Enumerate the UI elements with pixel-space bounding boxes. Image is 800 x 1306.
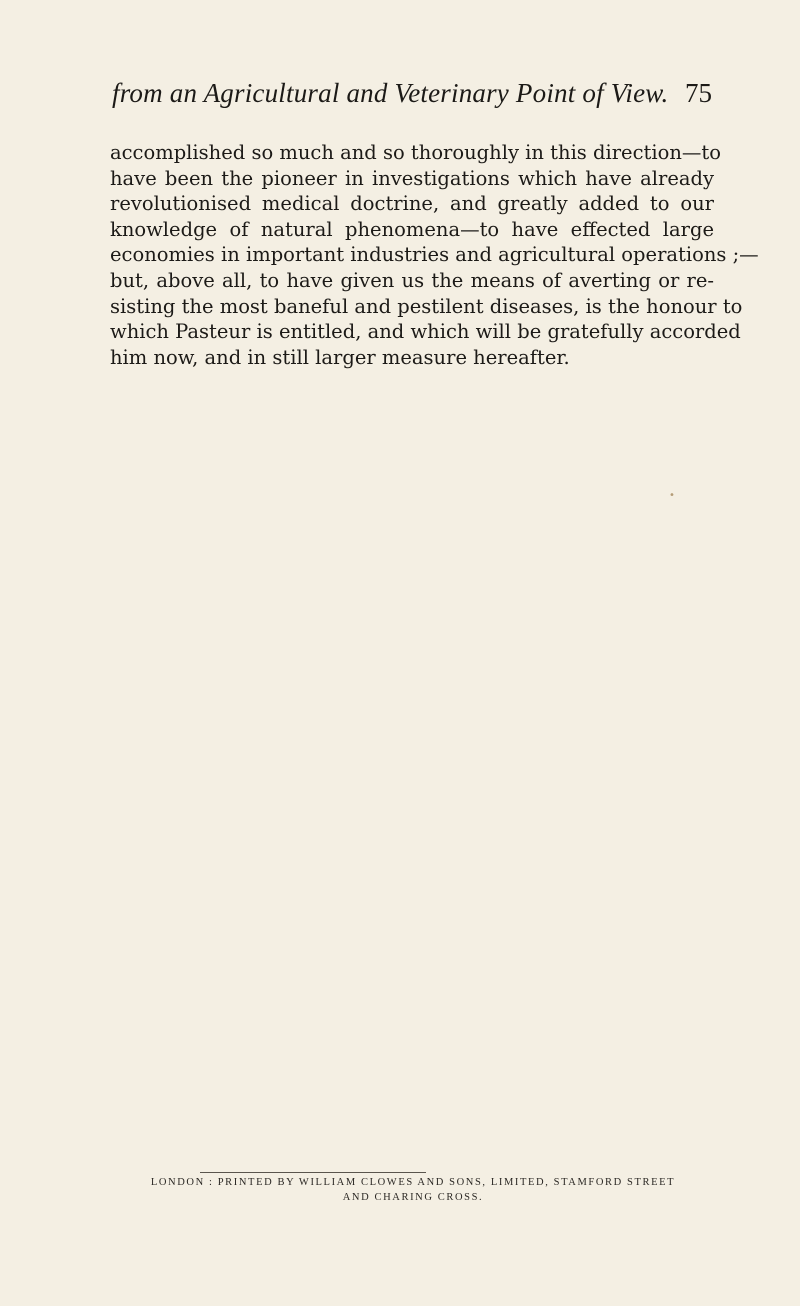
paper-speck: • [669, 490, 675, 501]
text-line: have been the pioneer in investigations which have already [110, 166, 714, 190]
printer-imprint [108, 1175, 718, 1205]
text-line: economies in important industries and agricultural operations ;— [110, 243, 759, 267]
running-head [112, 78, 712, 118]
text-line: but, above all, to have given us the means of averting or re- [110, 268, 714, 292]
page-number: 75 [685, 78, 712, 108]
text-line: which Pasteur is entitled, and which will be gratefully accorded [110, 320, 741, 344]
text-line: sisting the most baneful and pestilent diseases, is the honour to [110, 294, 743, 318]
body-paragraph [110, 140, 759, 370]
text-line: knowledge of natural phenomena—to have effected large [110, 217, 714, 241]
imprint-line-1: LONDON : PRINTED BY WILLIAM CLOWES AND SONS, LIMITED, STAMFORD STREET [150, 1177, 676, 1188]
imprint-line-2: AND CHARING CROSS. [342, 1192, 484, 1203]
text-line: revolutionised medical doctrine, and greatly added to our [110, 192, 714, 216]
text-line: him now, and in still larger measure hereafter. [110, 345, 570, 369]
running-title: from an Agricultural and Veterinary Point of View. [112, 78, 669, 108]
text-line: accomplished so much and so thoroughly in this direction—to [110, 141, 721, 164]
imprint-rule [200, 1172, 426, 1173]
